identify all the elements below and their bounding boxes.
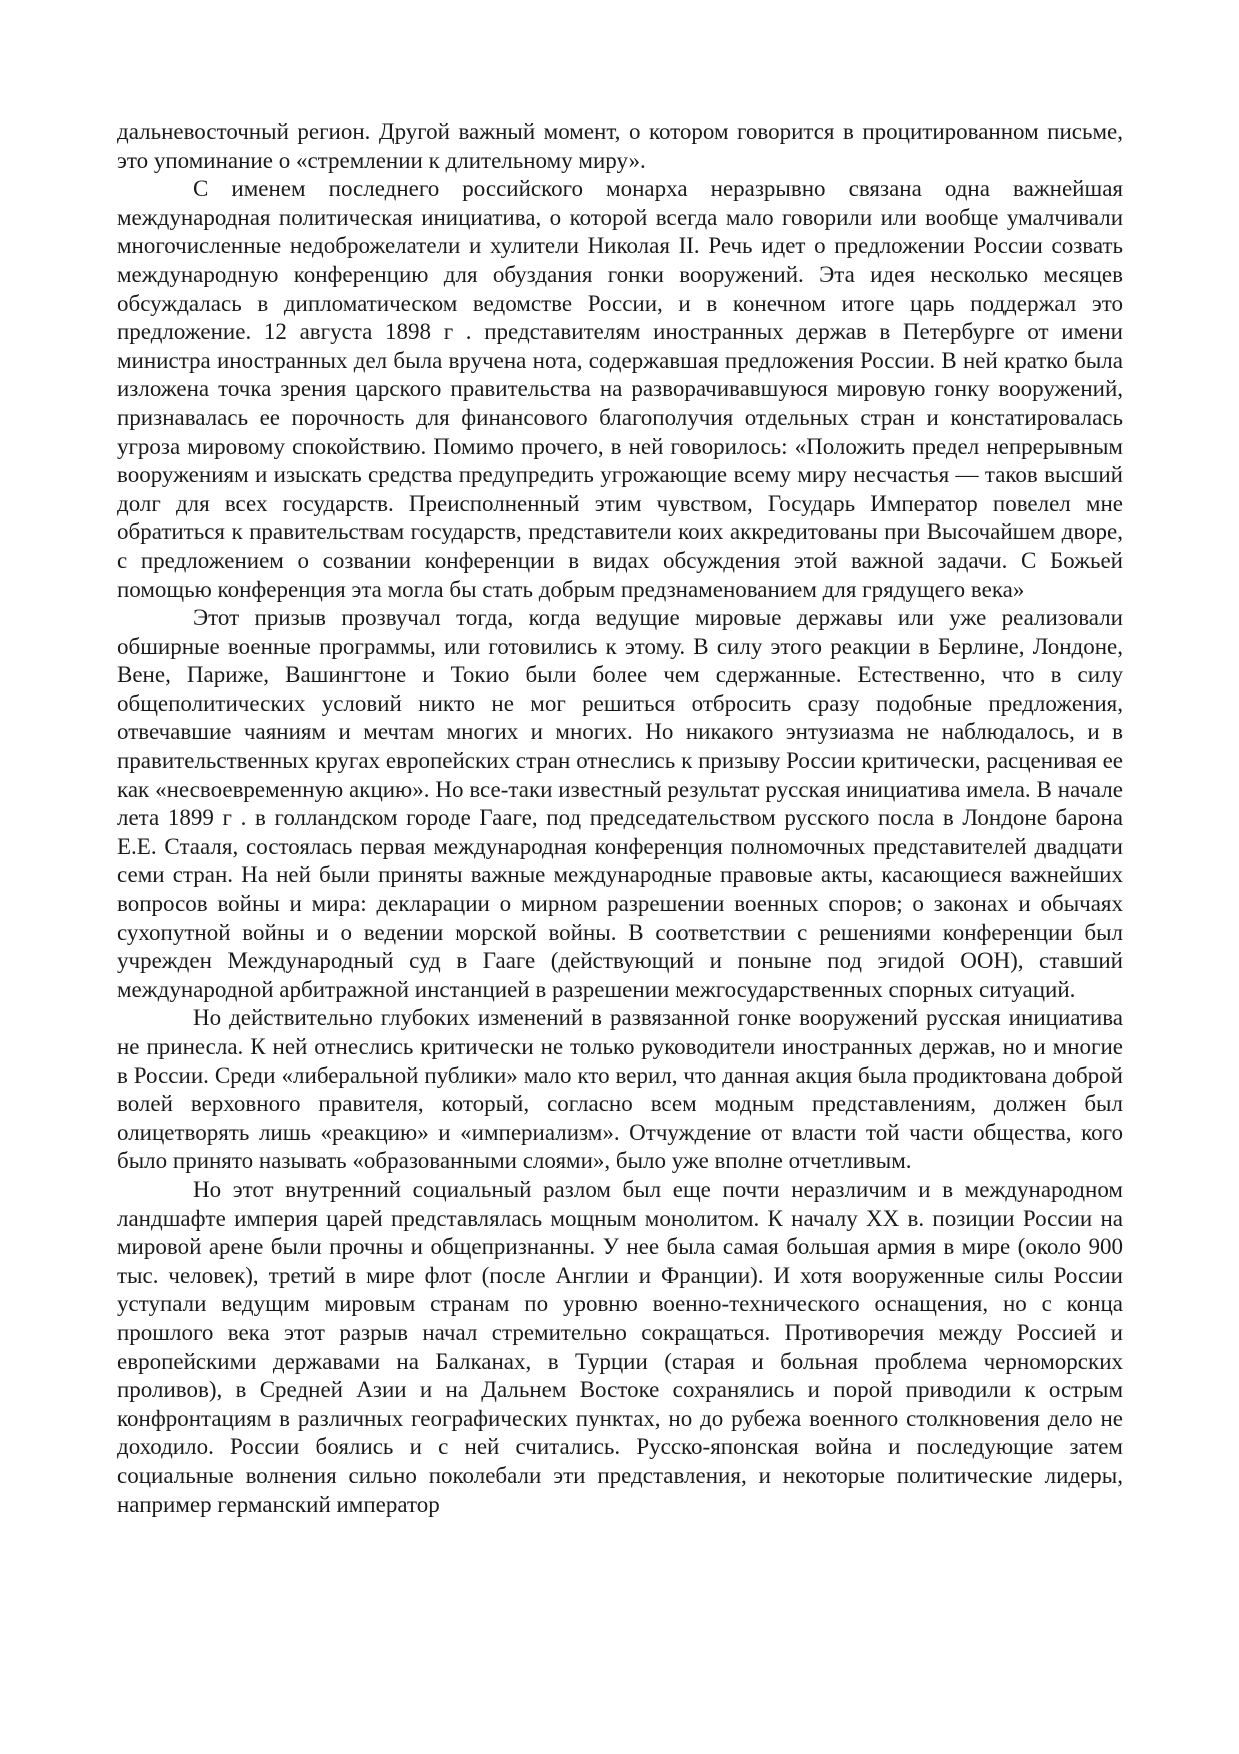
paragraph-reaction-of-powers: Этот призыв прозвучал тогда, когда ведущие мировые державы или уже реализовали обширные военные программы, или готовились к этому. В силу этого реакции в Берлине, Лондоне, Вене, Париже, Вашингтоне и Токио были более чем сдержанные. Естественно, что в силу общеполитических условий никто не мог решиться отбросить сразу подобные предложения, отвечавшие чаяниям и мечтам многих и многих. Но никакого энтузиазма не наблюдалось, и в правительственных кругах европейских стран отнеслись к призыву России критически, расценивая ее как «несвоевременную акцию». Но все-таки известный результат русская инициатива имела. В начале лета 1899 г . в голландском городе Гааге, под председательством русского посла в Лондоне барона Е.Е. Стааля, состоялась первая международная конференция полномочных представителей двадцати семи стран. На ней были приняты важные международные правовые акты, касающиеся важнейших вопросов войны и мира: декларации о мирном разрешении военных споров; о законах и обычаях сухопутной войны и о ведении морской войны. В соответствии с решениями конференции был учрежден Международный суд в Гааге (действующий и поныне под эгидой ООН), ставший международной арбитражной инстанцией в разрешении межгосударственных спорных ситуаций. <box>117 605 1123 1002</box>
paragraph-continuation: дальневосточный регион. Другой важный момент, о котором говорится в процитированном письме, это упоминание о «стремлении к длительному миру». <box>117 119 1123 173</box>
document-page <box>117 118 1123 1519</box>
paragraph-limited-results: Но действительно глубоких изменений в развязанной гонке вооружений русская инициатива не принесла. К ней отнеслись критически не только руководители иностранных держав, но и многие в России. Среди «либеральной публики» мало кто верил, что данная акция была продиктована доброй волей верховного правителя, который, согласно всем модным представлениям, должен был олицетворять лишь «реакцию» и «империализм». Отчуждение от власти той части общества, кого было принято называть «образованными слоями», было уже вполне отчетливым. <box>117 1005 1123 1174</box>
paragraph-international-position: Но этот внутренний социальный разлом был еще почти неразличим и в международном ландшафте империя царей представлялась мощным монолитом. К началу XX в. позиции России на мировой арене были прочны и общепризнанны. У нее была самая большая армия в мире (около 900 тыс. человек), третий в мире флот (после Англии и Франции). И хотя вооруженные силы России уступали ведущим мировым странам по уровню военно-технического оснащения, но с конца прошлого века этот разрыв начал стремительно сокращаться. Противоречия между Россией и европейскими державами на Балканах, в Турции (старая и больная проблема черноморских проливов), в Средней Азии и на Дальнем Востоке сохранялись и порой приводили к острым конфронтациям в различных географических пунктах, но до рубежа военного столкновения дело не доходило. России боялись и с ней считались. Русско-японская война и последующие затем социальные волнения сильно поколебали эти представления, и некоторые политические лидеры, например германский император <box>117 1176 1123 1517</box>
paragraph-hague-initiative: С именем последнего российского монарха неразрывно связана одна важнейшая международная политическая инициатива, о которой всегда мало говорили или вообще умалчивали многочисленные недоброжелатели и хулители Николая II. Речь идет о предложении России созвать международную конференцию для обуздания гонки вооружений. Эта идея несколько месяцев обсуждалась в дипломатическом ведомстве России, и в конечном итоге царь поддержал это предложение. 12 августа 1898 г . представителям иностранных держав в Петербурге от имени министра иностранных дел была вручена нота, содержавшая предложения России. В ней кратко была изложена точка зрения царского правительства на разворачивавшуюся мировую гонку вооружений, признавалась ее порочность для финансового благополучия отдельных стран и констатировалась угроза мировому спокойствию. Помимо прочего, в ней говорилось: «Положить предел непрерывным вооружениям и изыскать средства предупредить угрожающие всему миру несчастья — таков высший долг для всех государств. Преисполненный этим чувством, Государь Император повелел мне обратиться к правительствам государств, представители коих аккредитованы при Высочайшем дворе, с предложением о созвании конференции в видах обсуждения этой важной задачи. С Божьей помощью конференция эта могла бы стать добрым предзнаменованием для грядущего века» <box>117 176 1123 602</box>
